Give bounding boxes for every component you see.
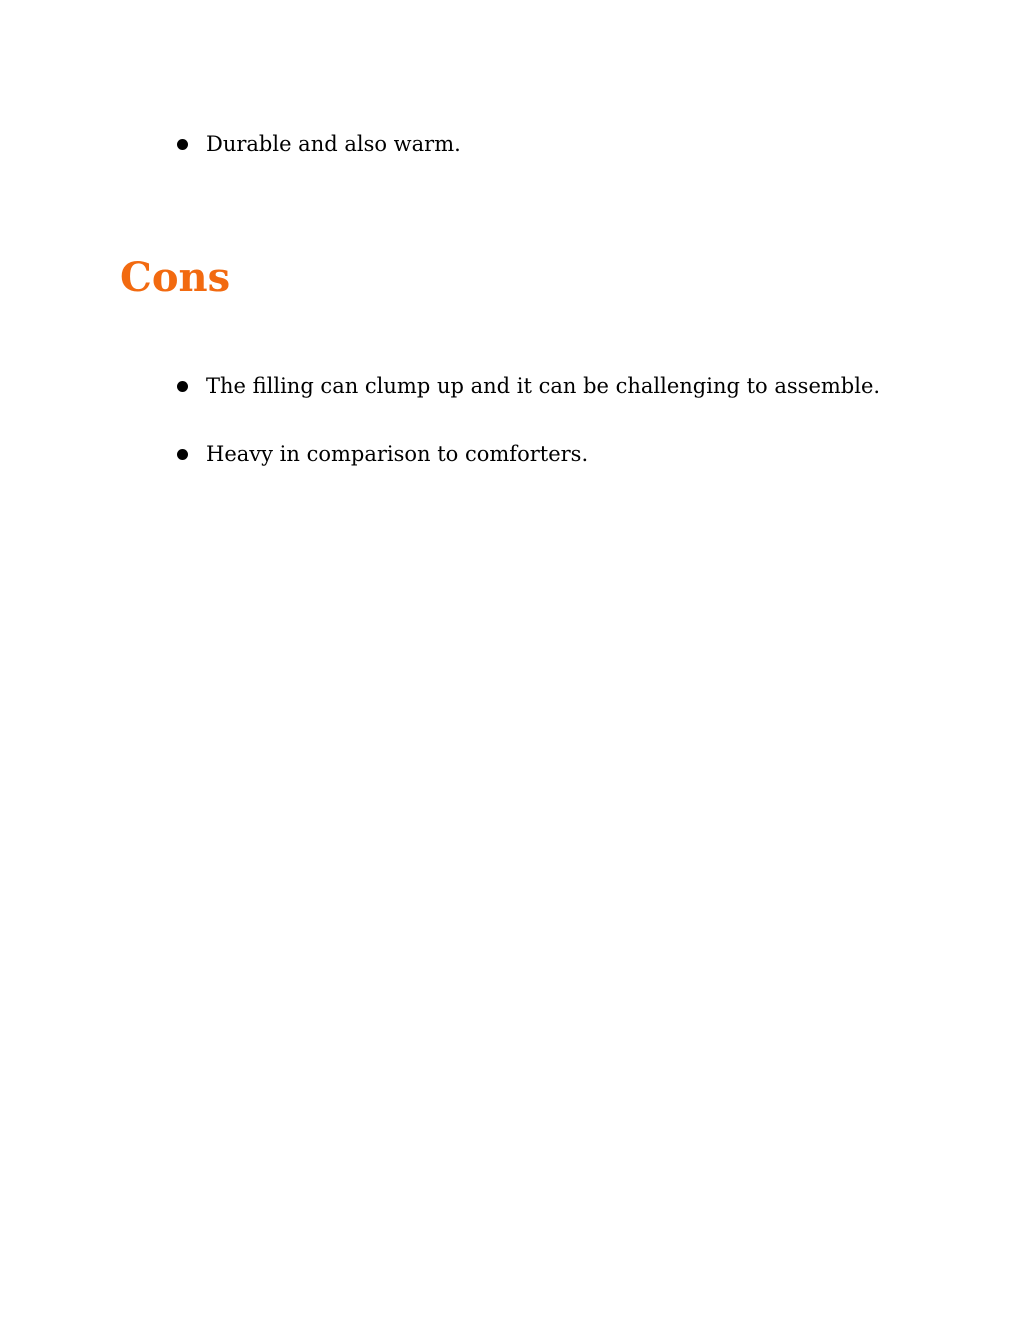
cons-heading: Cons [120,254,231,301]
list-item [177,129,461,159]
bullet-icon [177,139,188,150]
list-item [177,371,880,401]
pros-list [177,129,461,159]
bullet-icon [177,381,188,392]
bullet-icon [177,449,188,460]
list-item-text: Durable and also warm. [206,132,461,156]
list-item-text: The filling can clump up and it can be challenging to assemble. [206,374,881,398]
list-item [177,439,880,469]
list-item-text: Heavy in comparison to comforters. [206,442,589,466]
cons-list [177,371,880,469]
